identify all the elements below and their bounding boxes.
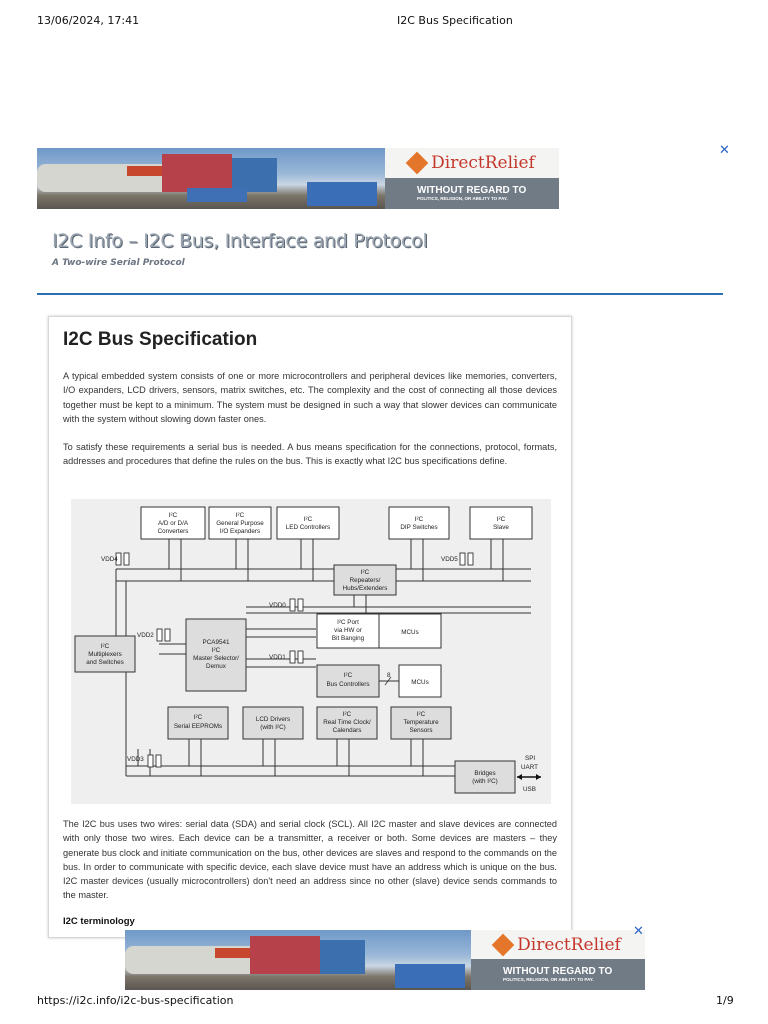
pallet-boxes-bottom bbox=[395, 964, 465, 988]
print-url[interactable]: https://i2c.info/i2c-bus-specification bbox=[37, 994, 234, 1007]
ad-photo-bottom bbox=[125, 930, 471, 990]
svg-text:I²C: I²C bbox=[496, 516, 506, 523]
box-temperature-sensors bbox=[391, 707, 451, 739]
ad-brand-name: DirectRelief bbox=[431, 153, 535, 173]
svg-text:Bridges: Bridges bbox=[474, 770, 496, 777]
box-io-expanders bbox=[209, 507, 271, 539]
pallet-boxes-2 bbox=[187, 188, 247, 202]
ad-tagline: WITHOUT REGARD TO bbox=[417, 185, 527, 196]
svg-text:Serial EEPROMs: Serial EEPROMs bbox=[173, 723, 223, 730]
box-dip-switches bbox=[389, 507, 449, 539]
vdd3-label: VDD3 bbox=[127, 756, 144, 763]
directrelief-logo-icon bbox=[406, 152, 429, 175]
box-serial-eeproms bbox=[168, 707, 228, 739]
svg-text:Temperature: Temperature bbox=[403, 719, 439, 726]
svg-text:A/D or D/A: A/D or D/A bbox=[157, 520, 189, 527]
svg-text:and Switches: and Switches bbox=[86, 659, 124, 666]
svg-text:LCD Drivers: LCD Drivers bbox=[255, 716, 291, 723]
ad-tagline-bottom: WITHOUT REGARD TO bbox=[503, 966, 613, 977]
svg-text:I²C: I²C bbox=[100, 643, 110, 650]
svg-text:I²C: I²C bbox=[193, 714, 203, 721]
svg-text:SPI: SPI bbox=[525, 755, 536, 762]
svg-text:Multiplexers: Multiplexers bbox=[88, 651, 122, 658]
svg-text:Real Time Clock/: Real Time Clock/ bbox=[323, 719, 371, 726]
svg-text:I²C: I²C bbox=[168, 512, 178, 519]
svg-text:USB: USB bbox=[523, 786, 536, 793]
svg-text:UART: UART bbox=[521, 764, 539, 771]
svg-text:I²C: I²C bbox=[342, 711, 352, 718]
svg-text:I²C: I²C bbox=[211, 647, 221, 654]
cargo-stack bbox=[162, 154, 232, 192]
svg-text:I²C: I²C bbox=[416, 711, 426, 718]
i2c-bus-diagram bbox=[71, 499, 551, 804]
svg-text:I²C: I²C bbox=[360, 569, 370, 576]
box-rtc bbox=[317, 707, 377, 739]
top-ad-banner[interactable] bbox=[37, 148, 559, 209]
box-led-controllers bbox=[277, 507, 339, 539]
vdd5-label: VDD5 bbox=[441, 556, 458, 563]
svg-text:I²C Port: I²C Port bbox=[337, 619, 359, 626]
box-lcd-drivers bbox=[243, 707, 303, 739]
box-master-selector bbox=[186, 619, 246, 691]
ad-photo bbox=[37, 148, 385, 209]
cargo-stack-blue-bottom bbox=[320, 940, 365, 974]
svg-text:Demux: Demux bbox=[206, 663, 226, 670]
box-bus-controllers bbox=[317, 665, 441, 697]
bottom-ad-banner[interactable] bbox=[125, 930, 645, 990]
svg-text:Sensors: Sensors bbox=[409, 727, 433, 734]
directrelief-logo-icon-bottom bbox=[492, 933, 515, 956]
print-doc-title: I2C Bus Specification bbox=[397, 14, 513, 27]
svg-text:I²C: I²C bbox=[343, 672, 353, 679]
paragraph-2: To satisfy these requirements a serial bus is needed. A bus means specification for the connections, protocol, formats, addresses and procedures that define the rules on the bus. This is exactly what I2C bus specifications define. bbox=[63, 442, 557, 467]
svg-text:(with I²C): (with I²C) bbox=[472, 778, 498, 785]
cargo-stack-blue bbox=[232, 158, 277, 192]
svg-text:I²C: I²C bbox=[414, 516, 424, 523]
svg-text:MCUs: MCUs bbox=[401, 629, 419, 636]
svg-text:LED Controllers: LED Controllers bbox=[285, 524, 331, 531]
vdd4-label: VDD4 bbox=[101, 556, 118, 563]
ad-brand-name-bottom: DirectRelief bbox=[517, 934, 621, 955]
svg-text:Hubs/Extenders: Hubs/Extenders bbox=[342, 585, 388, 592]
ad-subline-bottom: POLITICS, RELIGION, OR ABILITY TO PAY. bbox=[503, 977, 594, 982]
svg-text:Bit Banging: Bit Banging bbox=[331, 635, 365, 642]
box-ad-converters bbox=[141, 507, 205, 539]
svg-text:8: 8 bbox=[387, 672, 391, 679]
svg-text:PCA9541: PCA9541 bbox=[202, 639, 230, 646]
svg-text:Bus Controllers: Bus Controllers bbox=[326, 681, 370, 688]
site-title[interactable]: I2C Info – I2C Bus, Interface and Protocol bbox=[52, 230, 428, 252]
svg-text:via HW or: via HW or bbox=[334, 627, 362, 634]
cargo-stack-bottom bbox=[250, 936, 320, 974]
svg-text:DIP Switches: DIP Switches bbox=[400, 524, 438, 531]
close-bottom-ad-icon[interactable]: ✕ bbox=[633, 924, 644, 939]
pallet-boxes bbox=[307, 182, 377, 206]
svg-text:I²C: I²C bbox=[303, 516, 313, 523]
svg-text:Converters: Converters bbox=[157, 528, 189, 535]
vdd0-label: VDD0 bbox=[269, 602, 286, 609]
paragraph-3: The I2C bus uses two wires: serial data (SDA) and serial clock (SCL). All I2C master and slave devices are connected with only those two wires. Each device can be a transmitter, a receiver or both. Some devices are masters – they generate bus clock and initiate communication on the bus, other devices are slaves and respond to the commands on the bus. In order to communicate with specific device, each slave device must have an address which is unique on the bus. I2C master devices (usually microcontrollers) don't need an address since no other (slave) device sends commands to the master. bbox=[63, 819, 557, 901]
section-heading: I2C terminology bbox=[63, 916, 135, 927]
svg-text:General Purpose: General Purpose bbox=[216, 520, 264, 527]
close-ad-icon[interactable]: ✕ bbox=[719, 143, 730, 158]
print-datetime: 13/06/2024, 17:41 bbox=[37, 14, 140, 27]
vdd2-label: VDD2 bbox=[137, 632, 154, 639]
box-multiplexers bbox=[75, 636, 135, 672]
ad-subline: POLITICS, RELIGION, OR ABILITY TO PAY. bbox=[417, 196, 508, 201]
box-slave bbox=[470, 507, 532, 539]
site-tagline: A Two-wire Serial Protocol bbox=[52, 258, 185, 268]
print-page-number: 1/9 bbox=[716, 994, 734, 1007]
svg-text:I/O Expanders: I/O Expanders bbox=[219, 528, 261, 535]
svg-text:I²C: I²C bbox=[235, 512, 245, 519]
svg-text:MCUs: MCUs bbox=[411, 679, 429, 686]
box-repeaters bbox=[334, 565, 396, 595]
vdd1-label: VDD1 bbox=[269, 654, 286, 661]
header-divider bbox=[37, 293, 723, 295]
article-card bbox=[48, 316, 572, 938]
svg-text:Calendars: Calendars bbox=[332, 727, 362, 734]
article-title: I2C Bus Specification bbox=[63, 329, 258, 350]
svg-text:Slave: Slave bbox=[493, 524, 509, 531]
box-i2c-port bbox=[317, 614, 441, 648]
svg-text:Master Selector/: Master Selector/ bbox=[193, 655, 239, 662]
svg-text:Repeaters/: Repeaters/ bbox=[349, 577, 381, 584]
paragraph-1: A typical embedded system consists of one or more microcontrollers and peripheral devices like memories, converters, I/O expanders, LCD drivers, sensors, matrix switches, etc. The complexity and the cost of connecting all those devices together must be kept to a minimum. The system must be designed in such a way that slower devices can communicate with the system without slowing down faster ones. bbox=[63, 371, 557, 424]
svg-text:(with I²C): (with I²C) bbox=[260, 724, 286, 731]
